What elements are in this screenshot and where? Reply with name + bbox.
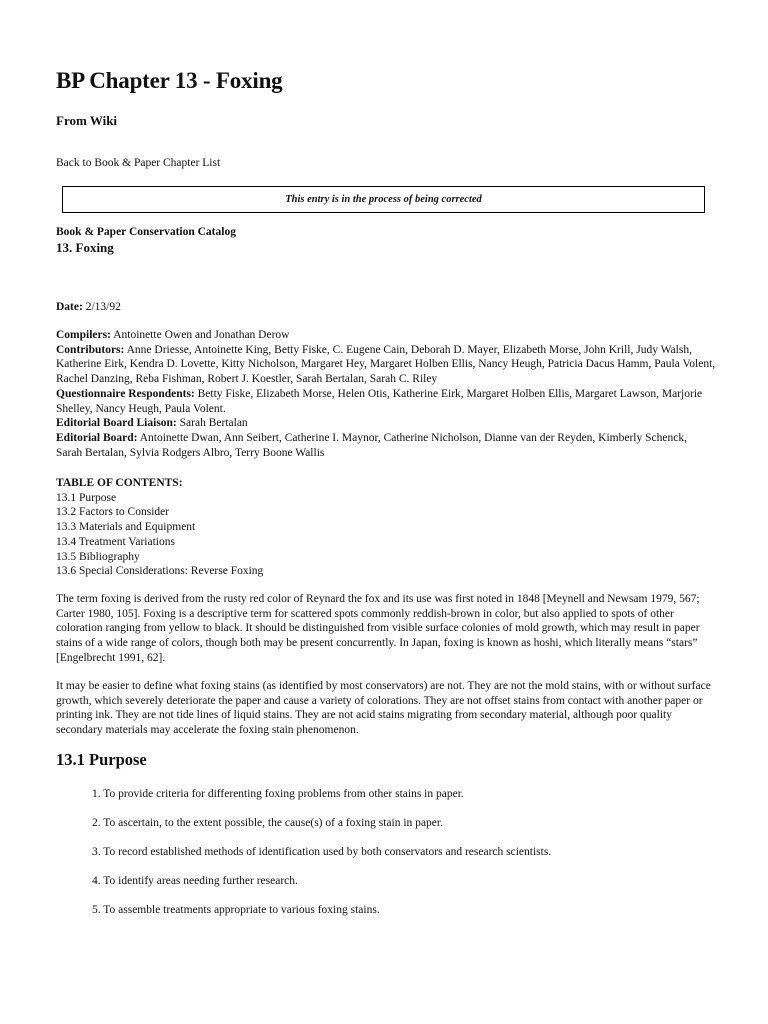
purpose-item: 3. To record established methods of identification used by both conservators and research scientists. (92, 846, 552, 858)
page-subtitle: From Wiki (56, 113, 118, 128)
purpose-item: 1. To provide criteria for differenting foxing problems from other stains in paper. (92, 788, 464, 800)
credits-block (56, 328, 716, 460)
intro-paragraph-2: It may be easier to define what foxing stains (as identified by most conservators) are not. They are not the mold stains, with or without surface growth, which severely deteriorate the paper and cause a variety of colorations. They are not offset stains from contact with another paper or printing ink. They are not tide lines of liquid stains. They are not acid stains migrating from secondary material, although poor quality secondary materials may accelerate the foxing stain phenomenon. (56, 680, 711, 737)
liaison-line (56, 416, 716, 431)
purpose-item: 2. To ascertain, to the extent possible, the cause(s) of a foxing stain in paper. (92, 817, 443, 829)
back-to-chapter-list-link[interactable]: Back to Book & Paper Chapter List (56, 157, 221, 169)
toc-item-purpose[interactable]: 13.1 Purpose (56, 491, 117, 504)
catalog-name: Book & Paper Conservation Catalog (56, 226, 236, 238)
contributors-value: Anne Driesse, Antoinette King, Betty Fiske, C. Eugene Cain, Deborah D. Mayer, Elizabeth Morse, John Krill, Judy Walsh, Katherine Eirk, Kendra D. Lovette, Kitty Nicholson, Margaret Hey, Margaret Holben Ellis, Nancy Heugh, Patricia Dacus Hamm, Paula Volent, Rachel Danzing, Reba Fishman, Robert J. Koestler, Sarah Bertalan, Sarah C. Riley (56, 343, 716, 386)
purpose-item: 5. To assemble treatments appropriate to various foxing stains. (92, 904, 380, 916)
intro-paragraph-1: The term foxing is derived from the rusty red color of Reynard the fox and its use was first noted in 1848 [Meynell and Newsam 1979, 567; Carter 1980, 105]. Foxing is a descriptive term for scattered spots commonly reddish-brown in color, but also applied to spots of other coloration ranging from yellow to black. It should be distinguished from visible surface colonies of mold growth, which may result in paper stains of a wide range of colors, though both may be present concurrently. In Japan, foxing is known as hoshi, which literally means “stars” [Engelbrecht 1991, 62]. (56, 593, 700, 664)
purpose-list (92, 788, 551, 933)
toc-item-reverse-foxing[interactable]: 13.6 Special Considerations: Reverse Foxing (56, 565, 264, 578)
correction-notice-text: This entry is in the process of being corrected (285, 194, 482, 205)
correction-notice-box (62, 186, 705, 213)
liaison-value: Sarah Bertalan (179, 417, 248, 430)
compilers-line (56, 328, 716, 343)
table-of-contents (56, 476, 263, 579)
date-value: 2/13/92 (85, 301, 121, 313)
liaison-label: Editorial Board Liaison: (56, 417, 177, 430)
date-label: Date: (56, 301, 83, 313)
respondents-value: Betty Fiske, Elizabeth Morse, Helen Otis, Katherine Eirk, Margaret Holben Ellis, Margaret Lawson, Marjorie Shelley, Nancy Heugh, Paula Volent. (56, 387, 703, 415)
chapter-heading: 13. Foxing (56, 240, 114, 255)
respondents-label: Questionnaire Respondents: (56, 387, 195, 400)
editorial-board-label: Editorial Board: (56, 431, 138, 444)
editorial-board-line (56, 431, 716, 460)
toc-item-treatments[interactable]: 13.4 Treatment Variations (56, 535, 175, 548)
toc-item-bibliography[interactable]: 13.5 Bibliography (56, 550, 140, 563)
contributors-label: Contributors: (56, 343, 125, 356)
toc-item-materials[interactable]: 13.3 Materials and Equipment (56, 521, 196, 534)
toc-item-factors[interactable]: 13.2 Factors to Consider (56, 506, 170, 519)
toc-heading: TABLE OF CONTENTS: (56, 477, 183, 489)
compilers-label: Compilers: (56, 329, 111, 341)
respondents-line (56, 387, 716, 416)
page-title: BP Chapter 13 - Foxing (56, 68, 283, 93)
date-line (56, 300, 121, 315)
compilers-value: Antoinette Owen and Jonathan Derow (113, 329, 290, 341)
purpose-heading: 13.1 Purpose (56, 750, 147, 769)
purpose-item: 4. To identify areas needing further research. (92, 875, 298, 887)
contributors-line (56, 343, 716, 387)
editorial-board-value: Antoinette Dwan, Ann Seibert, Catherine I. Maynor, Catherine Nicholson, Dianne van der Reyden, Kimberly Schenck, Sarah Bertalan, Sylvia Rodgers Albro, Terry Boone Wallis (56, 431, 687, 459)
